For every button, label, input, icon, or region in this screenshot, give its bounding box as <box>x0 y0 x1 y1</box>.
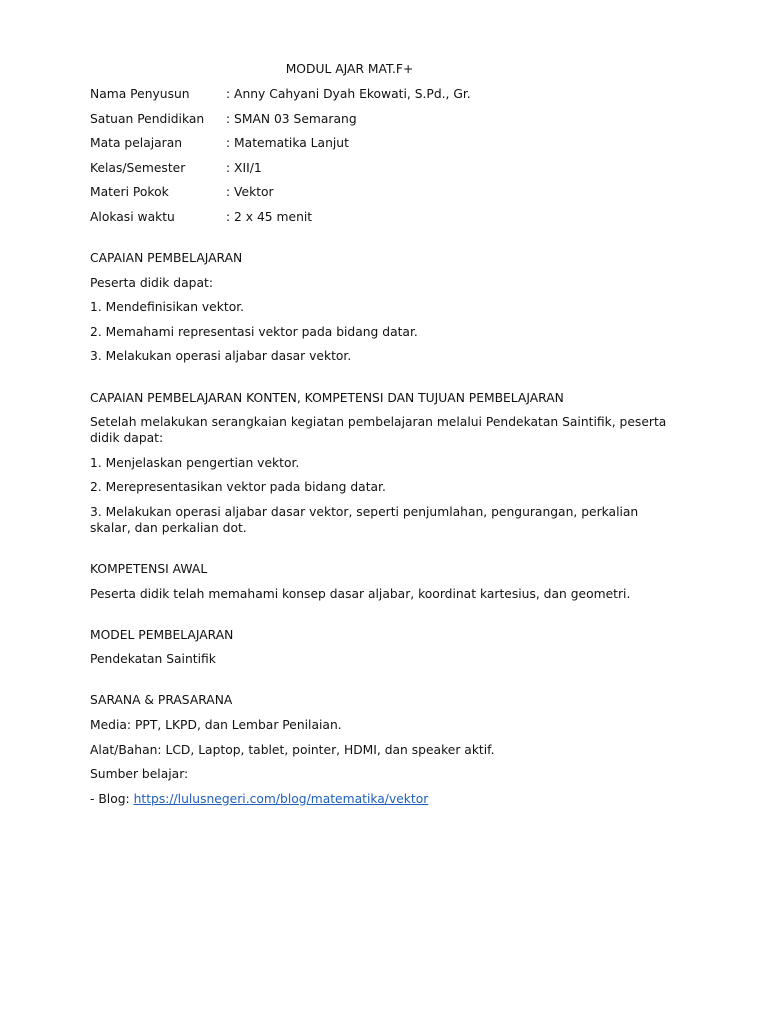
section-model <box>90 627 670 668</box>
spacer <box>90 610 670 627</box>
meta-label: Satuan Pendidikan <box>90 111 205 126</box>
blog-prefix: - Blog: <box>90 791 134 806</box>
meta-value: : SMAN 03 Semarang <box>226 111 357 126</box>
meta-label: Mata pelajaran <box>90 136 183 151</box>
media-text: Media: PPT, LKPD, dan Lembar Penilaian. <box>90 717 342 732</box>
section-sarana <box>90 692 670 806</box>
meta-label: Nama Penyusun <box>90 87 190 101</box>
section-heading: MODEL PEMBELAJARAN <box>90 627 234 642</box>
meta-value: : Matematika Lanjut <box>226 136 349 151</box>
spacer <box>90 234 670 251</box>
document-page <box>90 61 670 815</box>
section-heading: CAPAIAN PEMBELAJARAN KONTEN, KOMPETENSI DAN TUJUAN PEMBELAJARAN <box>90 390 564 405</box>
list-item: 3. Melakukan operasi aljabar dasar vektor. <box>90 349 352 364</box>
list-item: 3. Melakukan operasi aljabar dasar vektor, seperti penjumlahan, pengurangan, perkalian skalar, dan perkalian dot. <box>90 504 639 535</box>
meta-row-nama-penyusun <box>90 86 670 102</box>
meta-value: : Vektor <box>226 185 274 200</box>
list-item: 1. Menjelaskan pengertian vektor. <box>90 455 300 470</box>
meta-label: Kelas/Semester <box>90 160 186 175</box>
blog-link[interactable]: https://lulusnegeri.com/blog/matematika/vektor <box>133 791 429 806</box>
sumber-label: Sumber belajar: <box>90 767 189 782</box>
section-heading: KOMPETENSI AWAL <box>90 562 208 576</box>
section-kompetensi-awal <box>90 561 670 602</box>
spacer <box>90 373 670 390</box>
section-heading: CAPAIAN PEMBELAJARAN <box>90 251 243 266</box>
section-intro: Setelah melakukan serangkaian kegiatan pembelajaran melalui Pendekatan Saintifik, peserta didik dapat: <box>90 415 667 446</box>
meta-label: Alokasi waktu <box>90 209 175 224</box>
alat-text: Alat/Bahan: LCD, Laptop, tablet, pointer, HDMI, dan speaker aktif. <box>90 742 495 757</box>
list-item: 1. Mendefinisikan vektor. <box>90 300 245 315</box>
blog-line <box>90 791 670 807</box>
section-intro: Peserta didik dapat: <box>90 275 213 290</box>
meta-table <box>90 86 670 225</box>
meta-row-materi-pokok <box>90 184 670 200</box>
spacer <box>90 676 670 693</box>
list-item: 2. Merepresentasikan vektor pada bidang datar. <box>90 480 386 495</box>
section-capaian <box>90 250 670 364</box>
meta-value: : XII/1 <box>226 160 262 175</box>
section-heading: SARANA & PRASARANA <box>90 693 233 708</box>
meta-row-mata-pelajaran <box>90 135 670 151</box>
spacer <box>90 545 670 562</box>
section-text: Pendekatan Saintifik <box>90 652 216 667</box>
meta-row-satuan-pendidikan <box>90 111 670 127</box>
meta-row-kelas-semester <box>90 160 670 176</box>
meta-value: : Anny Cahyani Dyah Ekowati, S.Pd., Gr. <box>226 87 471 101</box>
meta-value: : 2 x 45 menit <box>226 209 313 224</box>
meta-label: Materi Pokok <box>90 185 169 200</box>
section-text: Peserta didik telah memahami konsep dasar aljabar, koordinat kartesius, dan geometri. <box>90 586 631 601</box>
meta-row-alokasi-waktu <box>90 209 670 225</box>
document-title: MODUL AJAR MAT.F+ <box>285 62 414 76</box>
section-konten <box>90 390 670 536</box>
list-item: 2. Memahami representasi vektor pada bidang datar. <box>90 324 418 339</box>
